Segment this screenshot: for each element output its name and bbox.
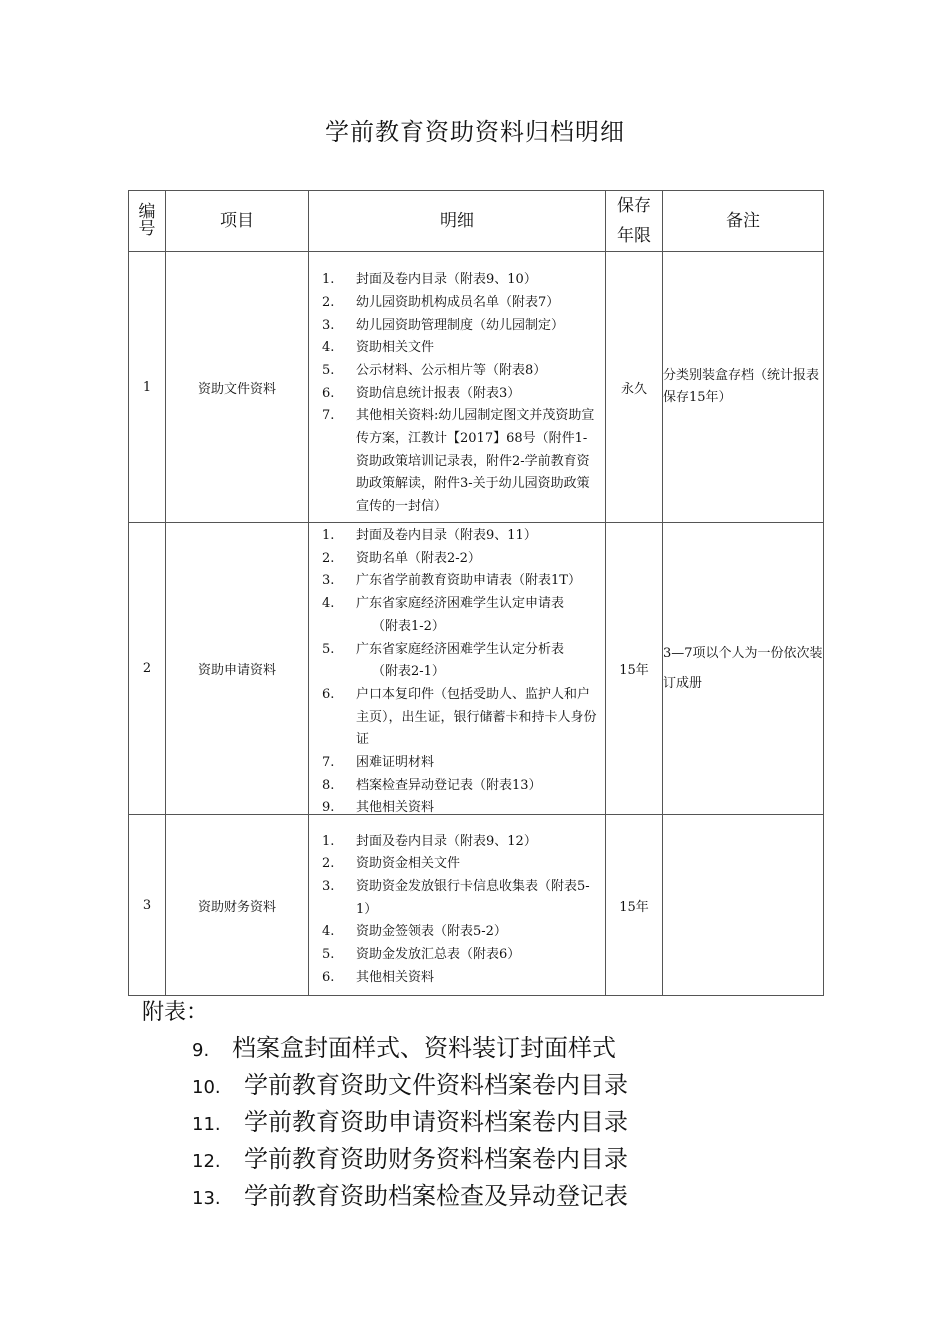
header-item: 项目 [166, 191, 309, 252]
list-item: 1. 封面及卷内目录（附表9、12） [322, 833, 537, 849]
list-item: 7. 其他相关资料:幼儿园制定图文并茂资助宣传方案，江教计【2017】68号（附件1-资助政策培训记录表，附件2-学前教育资助政策解读，附件3-关于幼儿园资助政策宣传的一封信） [322, 408, 595, 515]
row-number: 1 [129, 252, 166, 523]
list-item: 6. 其他相关资料 [322, 969, 435, 985]
header-retention-line-2: 年限 [617, 226, 651, 246]
list-item: 6. 户口本复印件（包括受助人、监护人和户主页），出生证，银行储蓄卡和持卡人身份证 [322, 686, 597, 748]
list-item: 5. 公示材料、公示相片等（附表8） [322, 362, 547, 378]
appendix-item: 10. 学前教育资助文件资料档案卷内目录 [192, 1071, 628, 1099]
table-row [129, 252, 824, 523]
list-item: 8. 档案检查异动登记表（附表13） [322, 777, 542, 793]
header-detail: 明细 [309, 191, 606, 252]
row-retention: 15年 [606, 815, 663, 996]
row-details [309, 815, 606, 996]
row-item: 资助财务资料 [166, 815, 309, 996]
appendix-item: 9. 档案盒封面样式、资料装订封面样式 [192, 1034, 616, 1062]
list-item: 4. 资助金签领表（附表5-2） [322, 924, 507, 940]
detail-list [309, 269, 605, 519]
page-title: 学前教育资助资料归档明细 [325, 118, 625, 146]
row-retention: 15年 [606, 523, 663, 815]
row-item: 资助申请资料 [166, 523, 309, 815]
appendix-item: 12. 学前教育资助财务资料档案卷内目录 [192, 1145, 628, 1173]
list-item: 3. 资助资金发放银行卡信息收集表（附表5-1） [322, 878, 590, 917]
list-item: 4. 资助相关文件 [322, 340, 435, 356]
list-item: 4. 广东省家庭经济困难学生认定申请表 （附表1-2） [322, 596, 565, 634]
appendix-item: 11. 学前教育资助申请资料档案卷内目录 [192, 1108, 628, 1136]
row-number: 3 [129, 815, 166, 996]
list-item: 7. 困难证明材料 [322, 755, 435, 771]
list-item: 5. 资助金发放汇总表（附表6） [322, 947, 521, 963]
detail-list [309, 525, 605, 814]
header-number [129, 191, 166, 252]
list-item: 1. 封面及卷内目录（附表9、10） [322, 272, 537, 288]
list-item: 2. 资助名单（附表2-2） [322, 550, 481, 566]
row-details [309, 252, 606, 523]
row-retention: 永久 [606, 252, 663, 523]
table-row [129, 815, 824, 996]
row-note: 3—7项以个人为一份依次装订成册 [663, 523, 824, 815]
list-item: 6. 资助信息统计报表（附表3） [322, 385, 521, 401]
list-item: 2. 资助资金相关文件 [322, 856, 461, 872]
header-retention [606, 191, 663, 252]
table-header-row [129, 191, 824, 252]
row-note: 分类别装盒存档（统计报表保存15年） [663, 252, 824, 523]
appendix-list [192, 1030, 628, 1215]
row-note [663, 815, 824, 996]
header-note: 备注 [663, 191, 824, 252]
table-row [129, 523, 824, 815]
row-item: 资助文件资料 [166, 252, 309, 523]
archive-table [128, 190, 824, 996]
detail-list [309, 831, 605, 990]
list-item: 1. 封面及卷内目录（附表9、11） [322, 528, 537, 543]
list-item: 9. 其他相关资料 [322, 800, 435, 814]
appendix-label: 附表： [142, 1000, 209, 1025]
appendix-item: 13. 学前教育资助档案检查及异动登记表 [192, 1182, 628, 1210]
list-item: 3. 广东省学前教育资助申请表（附表1T） [322, 573, 581, 589]
header-retention-line-1: 保存 [617, 196, 651, 216]
row-number: 2 [129, 523, 166, 815]
row-details [309, 523, 606, 815]
list-item: 3. 幼儿园资助管理制度（幼儿园制定） [322, 317, 565, 333]
list-item: 2. 幼儿园资助机构成员名单（附表7） [322, 294, 560, 310]
header-number-char-2: 号 [138, 219, 156, 239]
header-number-char-1: 编 [138, 202, 156, 222]
list-item: 5. 广东省家庭经济困难学生认定分析表 （附表2-1） [322, 641, 565, 680]
